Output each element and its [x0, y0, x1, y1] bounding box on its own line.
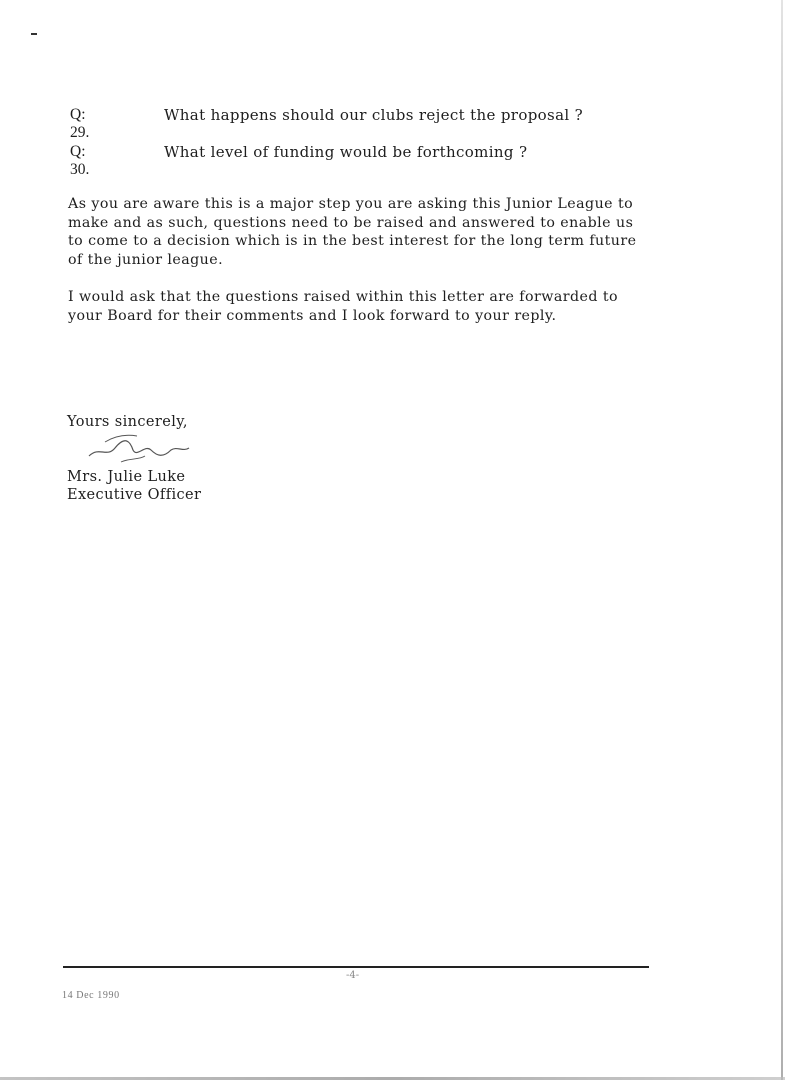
closing-salutation: Yours sincerely,: [67, 414, 188, 430]
signatory-title: Executive Officer: [67, 487, 202, 503]
scan-speck: [31, 33, 37, 35]
footer-date: 14 Dec 1990: [62, 990, 120, 1001]
scan-edge-right: [781, 0, 783, 1080]
body-paragraph-2: I would ask that the questions raised within this letter are forwarded to your Board for their comments and I look forward to your reply.: [68, 289, 618, 324]
handwritten-signature: [85, 428, 195, 468]
question-number: Q: 30.: [70, 143, 90, 178]
page-number: -4-: [346, 970, 360, 981]
question-number: Q: 29.: [70, 106, 90, 141]
body-paragraph-1: As you are aware this is a major step you are asking this Junior League to make and as such, questions need to be raised and answered to enable us to come to a decision which is in the best interest for the long term future of the junior league.: [68, 196, 637, 268]
question-text: What level of funding would be forthcoming ?: [164, 143, 528, 161]
signatory-name: Mrs. Julie Luke: [67, 469, 186, 485]
footer-divider: [63, 966, 649, 968]
question-text: What happens should our clubs reject the proposal ?: [164, 106, 584, 124]
